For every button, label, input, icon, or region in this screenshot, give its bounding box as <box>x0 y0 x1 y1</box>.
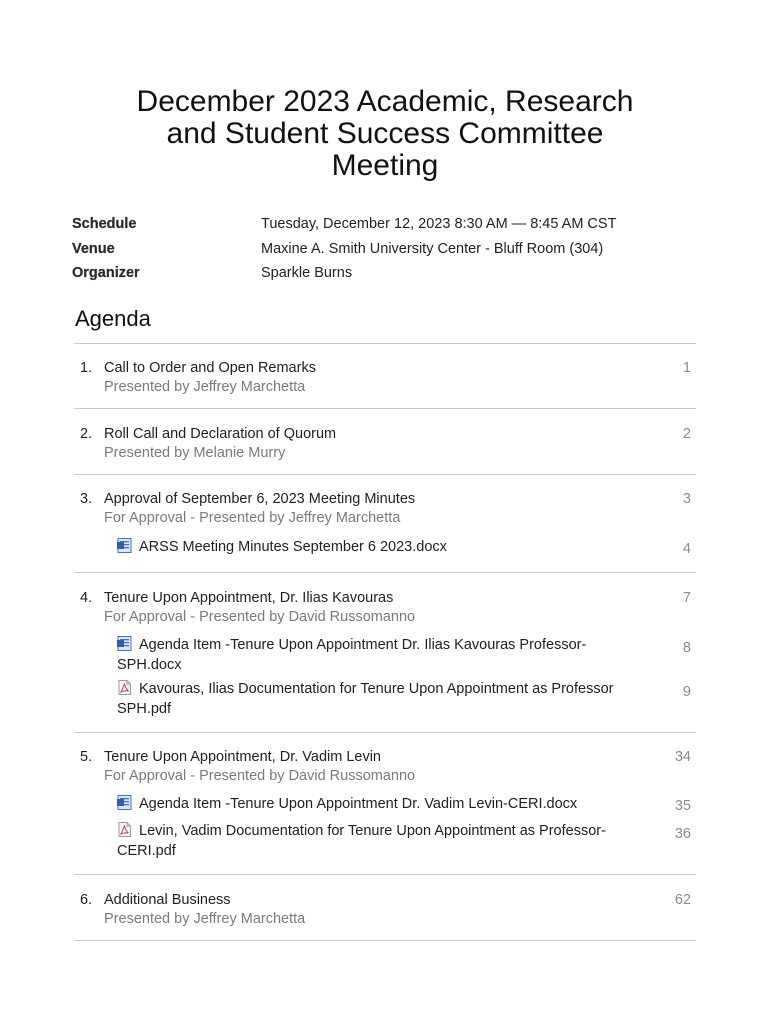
attachment-name[interactable]: Agenda Item -Tenure Upon Appointment Dr. Ilias Kavouras Professor-SPH.docx <box>117 637 587 673</box>
agenda-item-number: 3. <box>80 491 93 507</box>
divider <box>74 940 696 941</box>
divider <box>74 408 696 409</box>
attachment-name[interactable]: Kavouras, Ilias Documentation for Tenure Upon Appointment as Professor SPH.pdf <box>117 681 614 717</box>
organizer-row <box>72 265 712 290</box>
agenda-item-presenter: Presented by Melanie Murry <box>104 445 286 461</box>
attachment-link[interactable] <box>117 538 637 558</box>
attachment-page: 36 <box>674 826 691 842</box>
meeting-title-line: and Student Success Committee <box>166 117 604 150</box>
agenda-item-page: 2 <box>682 426 691 442</box>
agenda-item-number: 1. <box>80 360 93 376</box>
agenda-item-presenter: For Approval - Presented by David Russomanno <box>104 609 416 625</box>
attachment-name[interactable]: Levin, Vadim Documentation for Tenure Upon Appointment as Professor-CERI.pdf <box>117 823 606 859</box>
schedule-value: Tuesday, December 12, 2023 8:30 AM — 8:45 AM CST <box>261 216 617 232</box>
agenda-item-presenter: Presented by Jeffrey Marchetta <box>104 379 306 395</box>
agenda-item-title[interactable]: Tenure Upon Appointment, Dr. Vadim Levin <box>104 749 382 765</box>
agenda-heading: Agenda <box>75 306 151 331</box>
attachment-link[interactable] <box>117 822 637 861</box>
meeting-title-line: Meeting <box>331 149 439 182</box>
divider <box>74 874 696 875</box>
organizer-label: Organizer <box>72 265 140 281</box>
attachment-link[interactable] <box>117 680 637 719</box>
agenda-item-title[interactable]: Approval of September 6, 2023 Meeting Minutes <box>104 491 416 507</box>
divider <box>74 474 696 475</box>
agenda-item-title[interactable]: Additional Business <box>104 892 231 908</box>
agenda-item-number: 2. <box>80 426 93 442</box>
attachment-name[interactable]: Agenda Item -Tenure Upon Appointment Dr. Vadim Levin-CERI.docx <box>139 796 578 812</box>
agenda-item-presenter: For Approval - Presented by David Russomanno <box>104 768 416 784</box>
attachment-link[interactable] <box>117 795 637 815</box>
schedule-row <box>72 216 712 241</box>
schedule-label: Schedule <box>72 216 137 232</box>
agenda-item-number: 4. <box>80 590 93 606</box>
venue-value: Maxine A. Smith University Center - Bluff Room (304) <box>261 240 604 257</box>
meeting-title-line: December 2023 Academic, Research <box>136 85 634 118</box>
attachment-page: 8 <box>682 640 691 656</box>
venue-row <box>72 241 712 266</box>
agenda-item-page: 34 <box>674 749 691 765</box>
divider <box>74 572 696 573</box>
attachment-link[interactable] <box>117 636 637 675</box>
attachment-page: 4 <box>682 541 691 557</box>
divider <box>74 343 696 344</box>
agenda-item-title[interactable]: Tenure Upon Appointment, Dr. Ilias Kavouras <box>104 590 394 606</box>
agenda-item-page: 7 <box>682 590 691 606</box>
agenda-item-number: 6. <box>80 892 93 908</box>
organizer-value: Sparkle Burns <box>261 265 353 281</box>
meeting-title <box>70 86 700 182</box>
attachment-name[interactable]: ARSS Meeting Minutes September 6 2023.docx <box>139 539 447 555</box>
word-document-icon <box>117 636 132 651</box>
agenda-item-page: 1 <box>682 360 691 376</box>
divider <box>74 732 696 733</box>
word-document-icon <box>117 538 132 553</box>
attachment-page: 9 <box>682 684 691 700</box>
word-document-icon <box>117 795 132 810</box>
agenda-item-title[interactable]: Roll Call and Declaration of Quorum <box>104 426 337 442</box>
agenda-item-presenter: For Approval - Presented by Jeffrey Marchetta <box>104 510 401 526</box>
attachment-page: 35 <box>674 798 691 814</box>
agenda-item-number: 5. <box>80 749 93 765</box>
pdf-document-icon <box>117 822 132 837</box>
pdf-document-icon <box>117 680 132 695</box>
meeting-details <box>72 216 712 290</box>
venue-label: Venue <box>72 240 115 257</box>
agenda-item-presenter: Presented by Jeffrey Marchetta <box>104 911 306 927</box>
agenda-item-page: 62 <box>674 892 691 908</box>
agenda-item-title[interactable]: Call to Order and Open Remarks <box>104 360 316 376</box>
agenda-item-page: 3 <box>682 491 691 507</box>
